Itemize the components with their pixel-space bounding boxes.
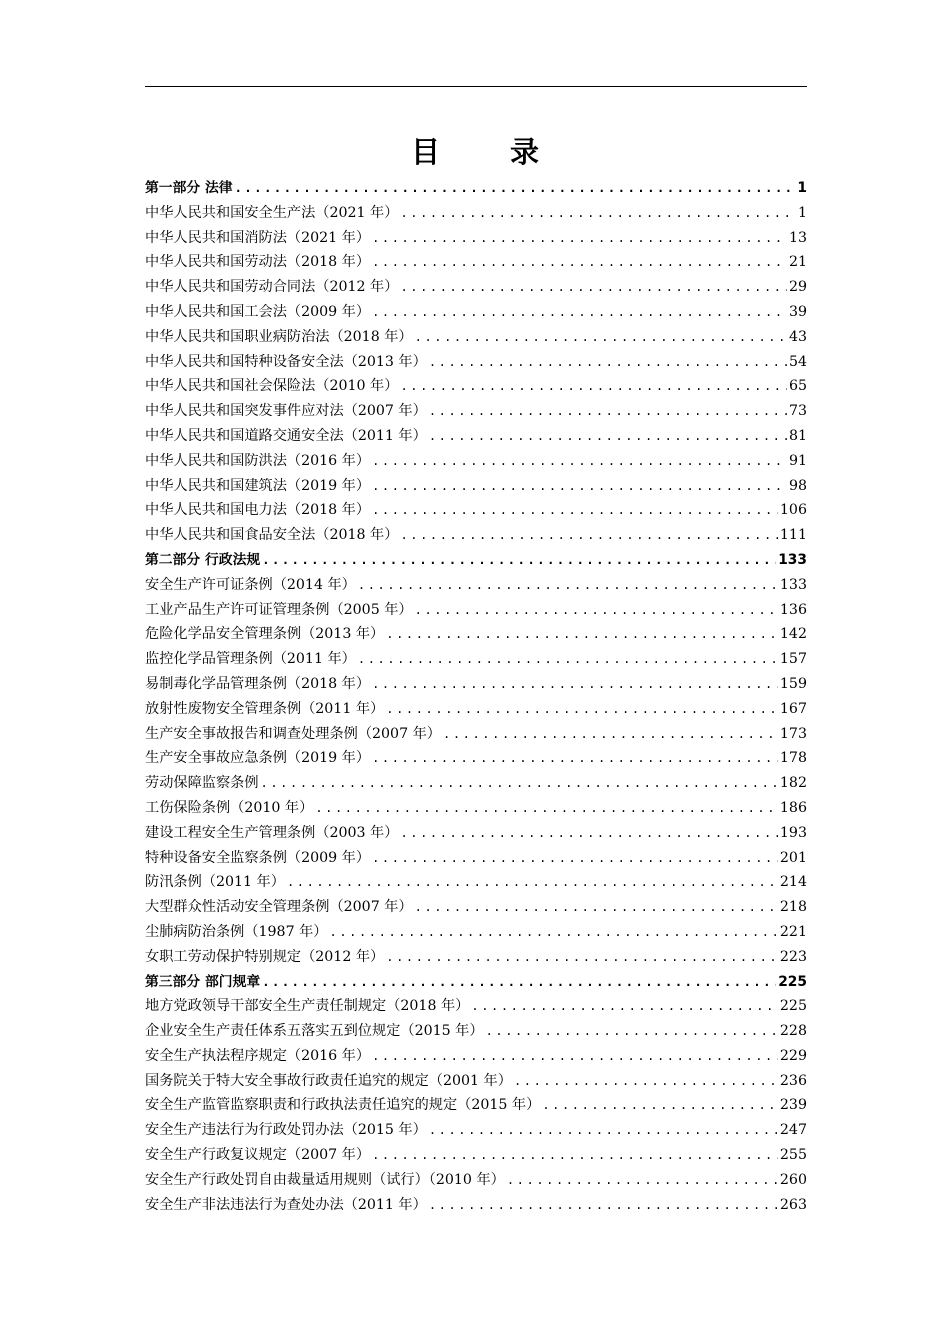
toc-entry[interactable] xyxy=(145,672,807,697)
toc-dot-leader xyxy=(443,722,778,747)
toc-entry-title: 生产安全事故应急条例（2019 年） xyxy=(145,750,371,767)
toc-page-number: 225 xyxy=(778,973,807,990)
toc-entry[interactable] xyxy=(145,1168,807,1193)
toc-dot-leader xyxy=(400,201,796,226)
toc-dot-leader xyxy=(507,1168,778,1193)
toc-entry-title: 中华人民共和国社会保险法（2010 年） xyxy=(145,378,399,395)
toc-page-number: 157 xyxy=(779,651,807,668)
toc-entry[interactable] xyxy=(145,846,807,871)
toc-page-number: 91 xyxy=(788,452,807,469)
toc-entry-title: 中华人民共和国电力法（2018 年） xyxy=(145,502,371,519)
toc-entry-title: 监控化学品管理条例（2011 年） xyxy=(145,651,356,668)
toc-entry[interactable] xyxy=(145,250,807,275)
toc-page-number: 239 xyxy=(779,1097,807,1114)
toc-entry[interactable] xyxy=(145,598,807,623)
toc-entry-title: 特种设备安全监察条例（2009 年） xyxy=(145,849,371,866)
toc-dot-leader xyxy=(400,275,787,300)
toc-entry[interactable] xyxy=(145,1143,807,1168)
toc-page-number: 65 xyxy=(788,378,807,395)
toc-entry[interactable] xyxy=(145,201,807,226)
toc-entry[interactable] xyxy=(145,374,807,399)
toc-page-number: 221 xyxy=(779,923,807,940)
toc-dot-leader xyxy=(471,994,778,1019)
toc-page-number: 73 xyxy=(788,403,807,420)
toc-entry-title: 中华人民共和国职业病防治法（2018 年） xyxy=(145,328,413,345)
toc-dot-leader xyxy=(372,449,787,474)
toc-page-number: 1 xyxy=(797,204,807,221)
toc-dot-leader xyxy=(486,1019,778,1044)
toc-page-number: 260 xyxy=(779,1171,807,1188)
toc-entry-title: 劳动保障监察条例 xyxy=(145,775,259,792)
toc-page-number: 133 xyxy=(779,576,807,593)
toc-dot-leader xyxy=(386,945,778,970)
toc-page-number: 29 xyxy=(788,279,807,296)
toc-page-number: 173 xyxy=(779,725,807,742)
toc-dot-leader xyxy=(358,647,778,672)
toc-entry-title: 第三部分 部门规章 xyxy=(145,973,261,990)
toc-entry[interactable] xyxy=(145,821,807,846)
toc-dot-leader xyxy=(372,250,787,275)
toc-entry[interactable] xyxy=(145,622,807,647)
toc-dot-leader xyxy=(386,697,778,722)
toc-entry[interactable] xyxy=(145,350,807,375)
toc-entry[interactable] xyxy=(145,424,807,449)
toc-entry[interactable] xyxy=(145,895,807,920)
toc-page-number: 81 xyxy=(788,427,807,444)
toc-entry[interactable] xyxy=(145,300,807,325)
toc-dot-leader xyxy=(429,399,787,424)
toc-page-number: 43 xyxy=(788,328,807,345)
toc-page-number: 193 xyxy=(779,824,807,841)
toc-entry[interactable] xyxy=(145,647,807,672)
toc-part-heading[interactable] xyxy=(145,548,807,573)
toc-entry-title: 工伤保险条例（2010 年） xyxy=(145,799,314,816)
toc-entry-title: 安全生产行政复议规定（2007 年） xyxy=(145,1147,371,1164)
toc-dot-leader xyxy=(372,1143,778,1168)
toc-dot-leader xyxy=(372,846,778,871)
toc-dot-leader xyxy=(415,598,778,623)
toc-entry-title: 安全生产非法违法行为查处办法（2011 年） xyxy=(145,1196,427,1213)
toc-page-number: 223 xyxy=(779,948,807,965)
toc-entry[interactable] xyxy=(145,746,807,771)
toc-page-number: 54 xyxy=(788,353,807,370)
toc-entry-title: 女职工劳动保护特别规定（2012 年） xyxy=(145,948,385,965)
toc-entry[interactable] xyxy=(145,994,807,1019)
toc-dot-leader xyxy=(372,474,787,499)
toc-entry-title: 工业产品生产许可证管理条例（2005 年） xyxy=(145,601,413,618)
toc-page-number: 218 xyxy=(779,899,807,916)
toc-dot-leader xyxy=(261,771,778,796)
toc-page-number: 201 xyxy=(779,849,807,866)
toc-dot-leader xyxy=(400,821,777,846)
toc-dot-leader xyxy=(415,895,778,920)
toc-entry-title: 大型群众性活动安全管理条例（2007 年） xyxy=(145,899,413,916)
toc-entry-title: 中华人民共和国防洪法（2016 年） xyxy=(145,452,371,469)
toc-entry[interactable] xyxy=(145,449,807,474)
toc-entry[interactable] xyxy=(145,275,807,300)
toc-entry[interactable] xyxy=(145,1093,807,1118)
toc-entry-title: 第二部分 行政法规 xyxy=(145,551,261,568)
toc-part-heading[interactable] xyxy=(145,970,807,995)
toc-entry-title: 中华人民共和国工会法（2009 年） xyxy=(145,303,371,320)
toc-page-number: 98 xyxy=(788,477,807,494)
toc-page-number: 182 xyxy=(779,775,807,792)
toc-entry-title: 安全生产违法行为行政处罚办法（2015 年） xyxy=(145,1122,427,1139)
toc-entry-title: 中华人民共和国道路交通安全法（2011 年） xyxy=(145,427,427,444)
toc-entry-title: 尘肺病防治条例（1987 年） xyxy=(145,923,328,940)
toc-dot-leader xyxy=(429,350,787,375)
toc-dot-leader xyxy=(415,325,787,350)
toc-entry-title: 中华人民共和国消防法（2021 年） xyxy=(145,229,371,246)
toc-page-number: 229 xyxy=(779,1047,807,1064)
toc-page-number: 1 xyxy=(797,180,807,196)
toc-page-number: 186 xyxy=(779,799,807,816)
toc-page-number: 228 xyxy=(779,1023,807,1040)
toc-entry-title: 危险化学品安全管理条例（2013 年） xyxy=(145,626,385,643)
toc-entry-title: 中华人民共和国突发事件应对法（2007 年） xyxy=(145,403,427,420)
toc-entry[interactable] xyxy=(145,1069,807,1094)
toc-page-number: 106 xyxy=(779,502,807,519)
toc-dot-leader xyxy=(429,424,787,449)
toc-dot-leader xyxy=(372,672,778,697)
toc-entry-title: 建设工程安全生产管理条例（2003 年） xyxy=(145,824,399,841)
toc-dot-leader xyxy=(372,1044,778,1069)
toc-entry[interactable] xyxy=(145,1019,807,1044)
toc-entry-title: 生产安全事故报告和调查处理条例（2007 年） xyxy=(145,725,441,742)
toc-dot-leader xyxy=(262,970,776,995)
toc-entry[interactable] xyxy=(145,498,807,523)
toc-entry[interactable] xyxy=(145,399,807,424)
toc-part-heading[interactable] xyxy=(145,176,807,201)
toc-entry[interactable] xyxy=(145,771,807,796)
toc-entry[interactable] xyxy=(145,870,807,895)
toc-entry[interactable] xyxy=(145,573,807,598)
toc-dot-leader xyxy=(330,920,778,945)
toc-dot-leader xyxy=(429,1193,778,1218)
toc-entry-title: 中华人民共和国安全生产法（2021 年） xyxy=(145,204,399,221)
toc-page-number: 133 xyxy=(778,551,807,568)
toc-dot-leader xyxy=(400,374,787,399)
toc-entry[interactable] xyxy=(145,1044,807,1069)
toc-page-number: 111 xyxy=(779,527,807,544)
toc-dot-leader xyxy=(400,523,777,548)
toc-dot-leader xyxy=(287,870,778,895)
toc-entry[interactable] xyxy=(145,226,807,251)
toc-page-number: 39 xyxy=(788,303,807,320)
toc-entry-title: 地方党政领导干部安全生产责任制规定（2018 年） xyxy=(145,998,470,1015)
toc-entry-title: 安全生产行政处罚自由裁量适用规则（试行）（2010 年） xyxy=(145,1171,505,1188)
toc-page-number: 136 xyxy=(779,601,807,618)
toc-entry-title: 国务院关于特大安全事故行政责任追究的规定（2001 年） xyxy=(145,1072,512,1089)
toc-entry-title: 易制毒化学品管理条例（2018 年） xyxy=(145,675,371,692)
toc-entry-title: 企业安全生产责任体系五落实五到位规定（2015 年） xyxy=(145,1023,484,1040)
toc-entry-title: 安全生产监管监察职责和行政执法责任追究的规定（2015 年） xyxy=(145,1097,541,1114)
toc-entry[interactable] xyxy=(145,697,807,722)
toc-dot-leader xyxy=(262,548,776,573)
toc-dot-leader xyxy=(235,176,796,201)
toc-page-number: 225 xyxy=(779,998,807,1015)
toc-entry[interactable] xyxy=(145,945,807,970)
toc-page-number: 142 xyxy=(779,626,807,643)
toc-dot-leader xyxy=(358,573,778,598)
toc-dot-leader xyxy=(372,226,787,251)
toc-entry-title: 中华人民共和国食品安全法（2018 年） xyxy=(145,527,399,544)
toc-entry[interactable] xyxy=(145,325,807,350)
toc-page-number: 167 xyxy=(779,700,807,717)
toc-page-number: 159 xyxy=(779,675,807,692)
toc-entry-title: 中华人民共和国劳动法（2018 年） xyxy=(145,254,371,271)
toc-dot-leader xyxy=(372,300,787,325)
toc-entry[interactable] xyxy=(145,796,807,821)
toc-page-number: 263 xyxy=(779,1196,807,1213)
table-of-contents xyxy=(145,176,807,1217)
toc-page-number: 247 xyxy=(779,1122,807,1139)
toc-entry-title: 安全生产许可证条例（2014 年） xyxy=(145,576,356,593)
toc-dot-leader xyxy=(429,1118,778,1143)
toc-entry[interactable] xyxy=(145,920,807,945)
toc-page-number: 13 xyxy=(788,229,807,246)
toc-entry-title: 中华人民共和国特种设备安全法（2013 年） xyxy=(145,353,427,370)
toc-entry-title: 防汛条例（2011 年） xyxy=(145,874,285,891)
toc-dot-leader xyxy=(315,796,778,821)
toc-entry-title: 安全生产执法程序规定（2016 年） xyxy=(145,1047,371,1064)
toc-page-number: 214 xyxy=(779,874,807,891)
toc-entry-title: 放射性废物安全管理条例（2011 年） xyxy=(145,700,385,717)
toc-entry-title: 第一部分 法律 xyxy=(145,180,233,196)
toc-dot-leader xyxy=(372,498,778,523)
toc-page-number: 236 xyxy=(779,1072,807,1089)
toc-entry[interactable] xyxy=(145,1118,807,1143)
toc-page-number: 178 xyxy=(779,750,807,767)
toc-entry-title: 中华人民共和国劳动合同法（2012 年） xyxy=(145,279,399,296)
toc-entry-title: 中华人民共和国建筑法（2019 年） xyxy=(145,477,371,494)
toc-entry[interactable] xyxy=(145,523,807,548)
toc-page-number: 21 xyxy=(788,254,807,271)
toc-dot-leader xyxy=(514,1069,778,1094)
toc-dot-leader xyxy=(386,622,778,647)
toc-entry[interactable] xyxy=(145,722,807,747)
toc-dot-leader xyxy=(542,1093,778,1118)
page-title: 目 录 xyxy=(410,135,570,169)
toc-dot-leader xyxy=(372,746,778,771)
toc-page-number: 255 xyxy=(779,1147,807,1164)
toc-entry[interactable] xyxy=(145,474,807,499)
toc-entry[interactable] xyxy=(145,1193,807,1218)
header-rule xyxy=(145,86,807,87)
